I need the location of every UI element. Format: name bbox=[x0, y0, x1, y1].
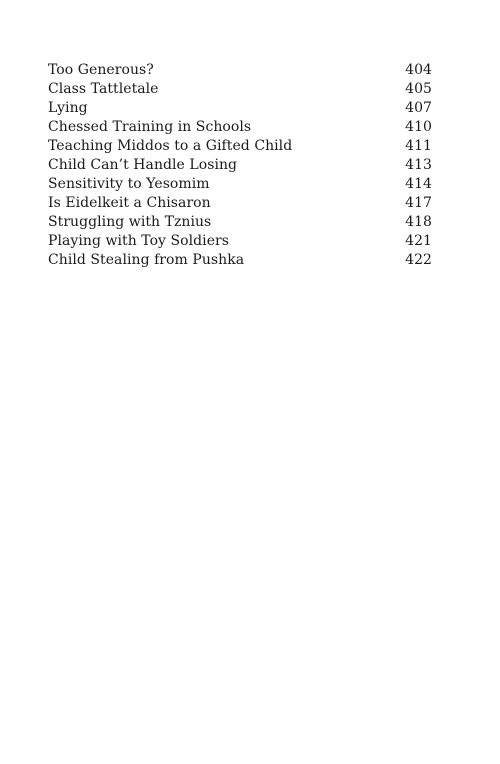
toc-entry-page: 418 bbox=[405, 214, 432, 230]
table-of-contents bbox=[48, 61, 432, 270]
toc-entry-page: 421 bbox=[405, 233, 432, 249]
toc-entry-title: Child Can’t Handle Losing bbox=[48, 157, 238, 173]
toc-entry-page: 404 bbox=[405, 62, 432, 78]
toc-entry[interactable] bbox=[48, 213, 432, 232]
toc-entry-title: Class Tattletale bbox=[48, 81, 159, 97]
toc-entry-page: 410 bbox=[405, 119, 432, 135]
toc-entry[interactable] bbox=[48, 232, 432, 251]
toc-entry-title: Chessed Training in Schools bbox=[48, 119, 252, 135]
toc-entry-title: Is Eidelkeit a Chisaron bbox=[48, 195, 211, 211]
toc-entry-title: Teaching Middos to a Gifted Child bbox=[48, 138, 293, 154]
toc-entry[interactable] bbox=[48, 118, 432, 137]
toc-entry-title: Sensitivity to Yesomim bbox=[48, 176, 210, 192]
toc-entry-page: 411 bbox=[405, 138, 432, 154]
toc-entry-title: Playing with Toy Soldiers bbox=[48, 233, 230, 249]
toc-entry-page: 413 bbox=[405, 157, 432, 173]
toc-entry[interactable] bbox=[48, 156, 432, 175]
toc-entry-page: 407 bbox=[405, 100, 432, 116]
toc-entry[interactable] bbox=[48, 194, 432, 213]
toc-entry[interactable] bbox=[48, 137, 432, 156]
toc-entry[interactable] bbox=[48, 99, 432, 118]
toc-entry-title: Too Generous? bbox=[48, 62, 154, 78]
toc-entry-page: 422 bbox=[405, 252, 432, 268]
toc-entry[interactable] bbox=[48, 251, 432, 270]
toc-entry[interactable] bbox=[48, 80, 432, 99]
toc-entry-page: 414 bbox=[405, 176, 432, 192]
toc-entry-title: Child Stealing from Pushka bbox=[48, 252, 245, 268]
toc-entry[interactable] bbox=[48, 61, 432, 80]
toc-entry-page: 417 bbox=[405, 195, 432, 211]
toc-entry[interactable] bbox=[48, 175, 432, 194]
toc-entry-title: Lying bbox=[48, 100, 88, 116]
toc-entry-page: 405 bbox=[405, 81, 432, 97]
toc-entry-title: Struggling with Tznius bbox=[48, 214, 212, 230]
